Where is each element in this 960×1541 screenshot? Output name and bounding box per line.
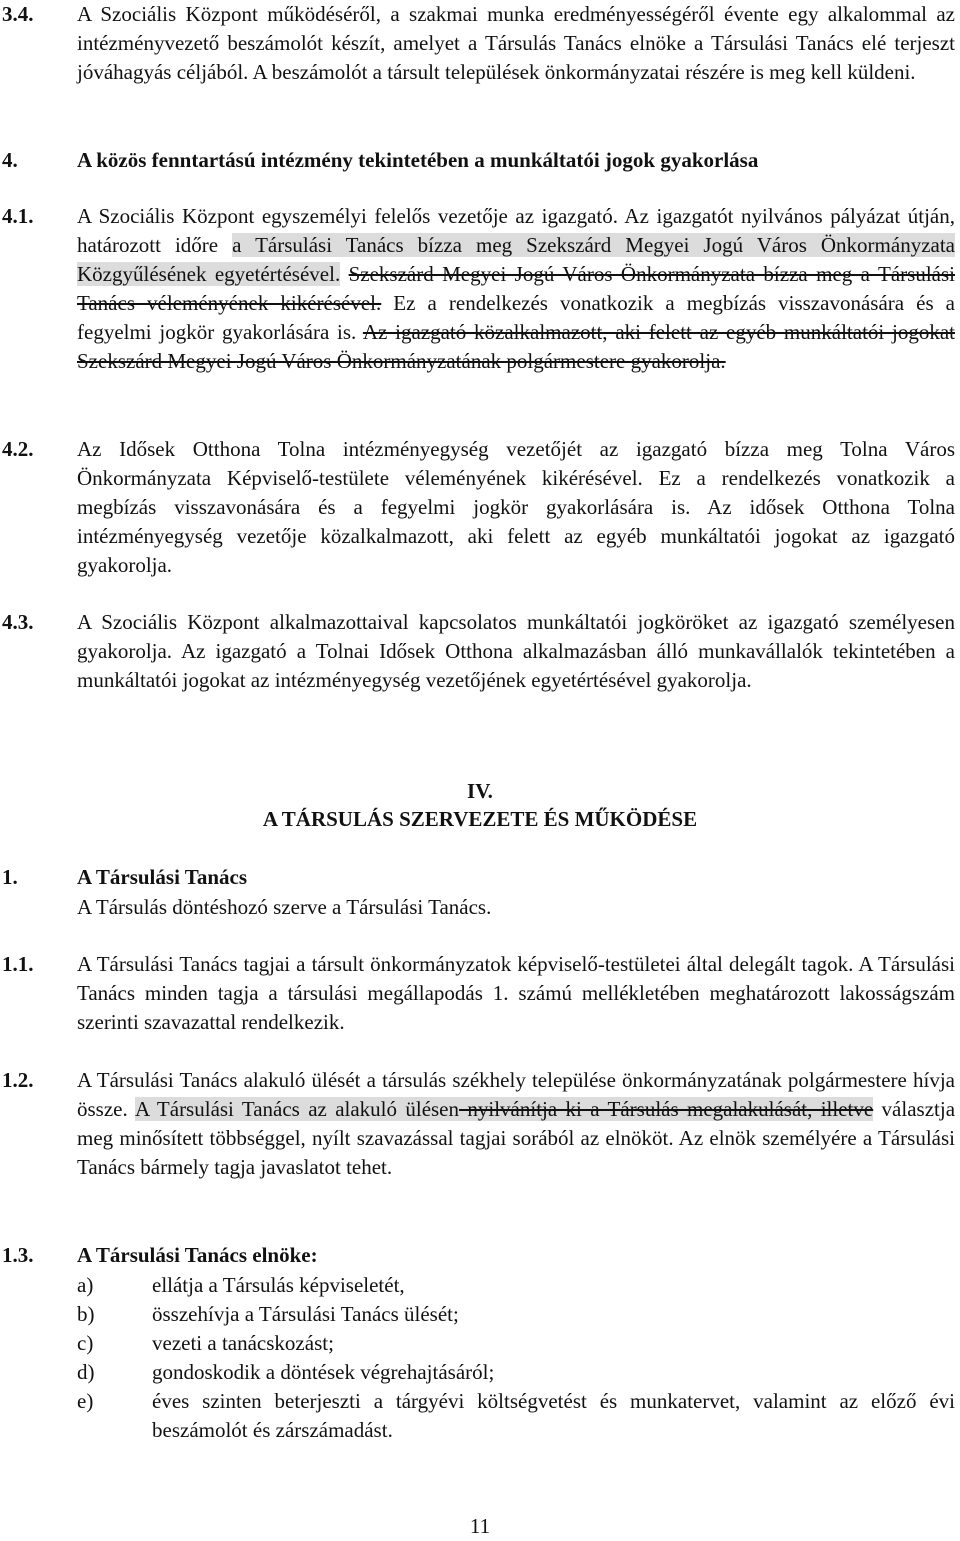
section-heading: A közös fenntartású intézmény tekintetében a munkáltatói jogok gyakorlása [77,148,759,172]
page-number: 11 [469,1514,491,1538]
list-item-label: c) [77,1331,94,1355]
section-text: A Szociális Központ alkalmazottaival kapcsolatos munkáltatói jogköröket az igazgató személyesen gyakorolja. Az igazgató a Tolnai Idősek Otthona alkalmazásban álló munkavállalók tekintetében a munkáltatói jogokat az intézményegység vezetőjének egyetértésével gyakorolja. [77,610,955,692]
section-text: A Társulási Tanács tagjai a társult önkormányzatok képviselő-testületei által delegált tagok. A Társulási Tanács minden tagja a társulási megállapodás 1. számú mellékletében meghatározott lakosságszám szerinti szavazattal rendelkezik. [77,952,955,1034]
chapter-title: A TÁRSULÁS SZERVEZETE ÉS MŰKÖDÉSE [262,807,698,831]
section-number: 4.3. [2,610,34,634]
chapter-number: IV. [467,779,493,803]
struck-text: nyilvánítja ki a Társulás megalakulását, illetve [459,1097,874,1121]
section-text: A Szociális Központ működéséről, a szakmai munka eredményességéről évente egy alkalommal az intézményvezető beszámolót készít, amelyet a Társulás Tanács elnöke a Társulási Tanács elé terjeszt jóváhagyás céljából. A beszámolót a társult települések önkormányzatai részére is meg kell küldeni. [77,2,955,84]
section-number: 3.4. [2,2,34,26]
section-number: 4.1. [2,204,34,228]
section-heading: A Társulási Tanács elnöke: [77,1243,318,1267]
struck-text: Szekszárd Megyei Jogú Város Önkormányzata bízza meg a Társulási Tanács véleményének kikérésével. [77,262,955,315]
list-item-label: b) [77,1302,95,1326]
list-item-label: d) [77,1360,95,1384]
list-item: gondoskodik a döntések végrehajtásáról; [152,1360,495,1384]
section-text: Az Idősek Otthona Tolna intézményegység vezetőjét az igazgató bízza meg Tolna Város Önkormányzata Képviselő-testülete véleményének kikérésével. Ez a rendelkezés vonatkozik a megbízás visszavonására és a fegyelmi jogkör gyakorlására is. Az idősek Otthona Tolna intézményegység vezetője közalkalmazott, aki felett az egyéb munkáltatói jogokat az igazgató gyakorolja. [77,437,955,577]
struck-text: Az igazgató közalkalmazott, aki felett az egyéb munkáltatói jogokat Szekszárd Megyei Jogú Város Önkormányzatának polgármestere gyakorolja. [77,320,955,373]
text-run: Ez a rendelkezés vonatkozik a megbízás visszavonására és a fegyelmi jogkör gyakorlására is. [77,291,955,344]
text-run: A Szociális Központ egyszemélyi felelős vezetője az igazgató. Az igazgatót nyilvános pályázat útján, határozott időre [77,204,955,257]
list-item-label: a) [77,1273,94,1297]
list-item: ellátja a Társulás képviseletét, [152,1273,405,1297]
section-number: 1. [2,865,18,889]
text-run: választja meg minősített többséggel, nyílt szavazással tagjai sorából az elnököt. Az elnök személyére a Társulási Tanács bármely tagja javaslatot tehet. [77,1097,956,1179]
list-item: éves szinten beterjeszti a tárgyévi költségvetést és munkatervet, valamint az előző évi beszámolót és zárszámadást. [152,1389,955,1442]
section-heading: A Társulási Tanács [77,865,248,889]
section-text [77,1066,955,1182]
text-run: A Társulási Tanács alakuló ülését a társulás székhely települése önkormányzatának polgármestere hívja össze. [77,1068,955,1121]
list-item-label: e) [77,1389,94,1413]
section-number: 1.2. [2,1068,34,1092]
list-item: vezeti a tanácskozást; [152,1331,334,1355]
highlighted-text: A Társulási Tanács az alakuló ülésen [134,1097,460,1121]
section-number: 4. [2,148,18,172]
section-number: 1.3. [2,1243,34,1267]
highlighted-text: a Társulási Tanács bízza meg Szekszárd Megyei Jogú Város Önkormányzata Közgyűlésének egyetértésével. [77,233,955,286]
list-item: összehívja a Társulási Tanács ülését; [152,1302,459,1326]
section-number: 4.2. [2,437,34,461]
section-text [77,202,955,376]
section-text: A Társulás döntéshozó szerve a Társulási Tanács. [77,895,492,919]
section-number: 1.1. [2,952,34,976]
